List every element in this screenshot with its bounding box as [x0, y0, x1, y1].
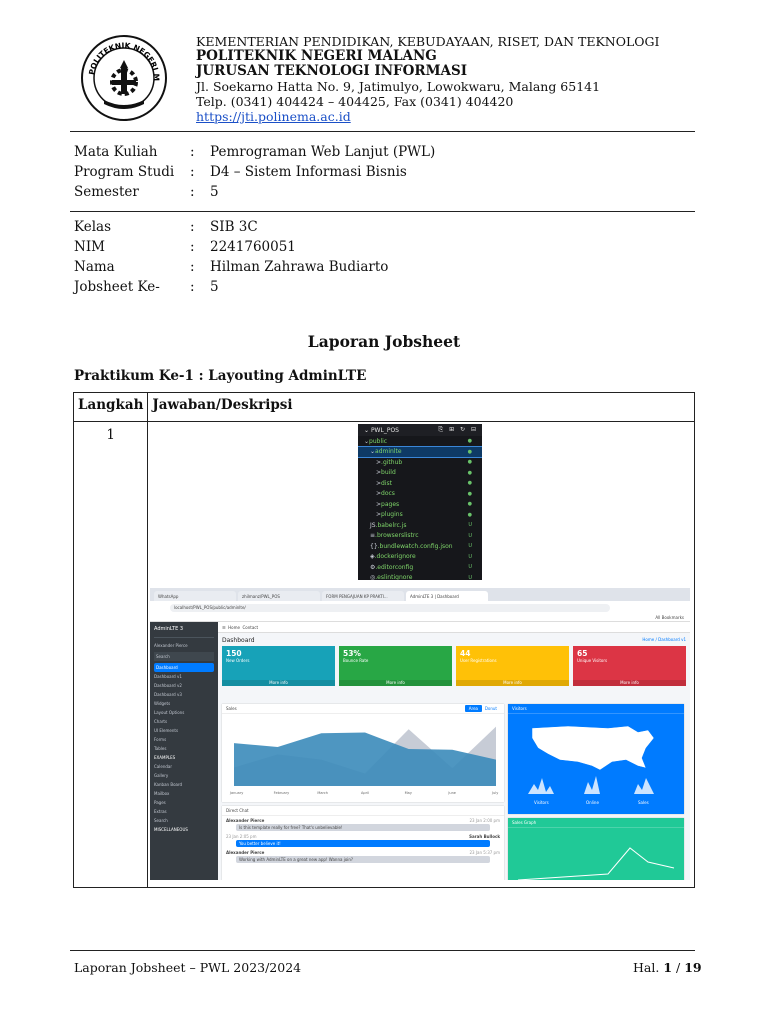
git-status: U — [468, 564, 472, 571]
git-status: U — [468, 532, 472, 539]
visitors-title: Visitors — [512, 706, 527, 711]
file-name: build — [381, 469, 396, 477]
chat-time: 23 Jan 2:05 pm — [226, 834, 257, 839]
sales-title: Sales — [226, 706, 237, 711]
more-info-link[interactable]: More info — [339, 680, 452, 686]
browser-tab[interactable]: zhilmanz/PWL_POS — [238, 591, 320, 601]
address: Jl. Soekarno Hatta No. 9, Jatimulyo, Lowokwaru, Malang 65141 — [196, 79, 601, 94]
file-name: .editorconfig — [375, 563, 414, 571]
git-status: U — [468, 522, 472, 529]
info-divider — [70, 211, 695, 212]
sidebar-item[interactable]: Pages — [154, 800, 166, 805]
usa-map — [508, 714, 684, 814]
git-status: ● — [467, 511, 472, 518]
file-name: .browserslistrc — [375, 532, 419, 540]
file-tree-item[interactable] — [358, 541, 482, 552]
student-info — [74, 217, 388, 297]
file-tree — [358, 436, 482, 580]
box-value: 150 — [226, 649, 242, 658]
file-icon: > — [376, 500, 382, 508]
user-name: Alexander Pierce — [154, 642, 188, 648]
chat-message — [226, 834, 500, 847]
small-box — [456, 646, 569, 686]
website-link[interactable]: https://jti.polinema.ac.id — [196, 109, 351, 124]
sales-area-chart — [222, 714, 504, 802]
file-tree-item[interactable] — [358, 436, 482, 447]
sidebar-item[interactable]: Tables — [154, 746, 167, 751]
practicum-subtitle: Praktikum Ke-1 : Layouting AdminLTE — [74, 368, 367, 384]
more-info-link[interactable]: More info — [456, 680, 569, 686]
project-name: PWL_POS — [370, 426, 399, 434]
file-icon: > — [376, 458, 382, 466]
browser-tab[interactable]: AdminLTE 3 | Dashboard — [406, 591, 488, 601]
small-box — [339, 646, 452, 686]
git-status: ● — [467, 490, 472, 497]
box-value: 44 — [460, 649, 471, 658]
box-value: 53% — [343, 649, 361, 658]
course_info-sep: : — [190, 144, 195, 160]
footer-left: Laporan Jobsheet – PWL 2023/2024 — [74, 960, 302, 975]
sales-line-graph — [508, 828, 684, 880]
student_info-value: 2241760051 — [210, 239, 296, 255]
student_info-sep: : — [190, 239, 195, 255]
course_info-label: Program Studi — [74, 164, 175, 180]
file-icon: ⌄ — [364, 437, 370, 445]
svg-text:Visitors: Visitors — [534, 800, 549, 805]
month-label: March — [317, 791, 329, 795]
month-label: February — [273, 791, 290, 795]
page-number: Hal. 1 / 19 — [633, 960, 702, 975]
sidebar-item[interactable]: Forms — [154, 737, 167, 742]
course_info-row — [74, 162, 435, 182]
file-name: .bundlewatch.config.json — [377, 542, 453, 550]
file-tree-item[interactable] — [358, 520, 482, 531]
chat-time: 23 Jan 5:37 pm — [469, 850, 500, 855]
sidebar-item[interactable]: Calendar — [154, 764, 172, 769]
month-label: July — [492, 791, 499, 795]
chat-text: Is this template really for free? That's unbelievable! — [236, 824, 490, 831]
small-boxes — [218, 646, 690, 686]
browser-tab[interactable]: FORM PENGAJUAN KP PRAKTI... — [322, 591, 404, 601]
file-name: plugins — [381, 511, 403, 519]
month-label: January — [230, 791, 244, 795]
git-status: ● — [467, 469, 472, 476]
more-info-link[interactable]: More info — [573, 680, 686, 686]
file-icon: ◎ — [370, 574, 376, 580]
student_info-value: Hilman Zahrawa Budiarto — [210, 259, 389, 275]
student_info-label: Jobsheet Ke- — [74, 279, 160, 295]
file-tree-item[interactable] — [358, 499, 482, 510]
adminlte-browser-screenshot — [150, 588, 690, 880]
student_info-row — [74, 217, 388, 237]
col-header-description: Jawaban/Deskripsi — [148, 393, 695, 422]
address-bar — [150, 601, 690, 614]
chat-title: Direct Chat — [226, 808, 249, 813]
sidebar-item[interactable]: Dashboard v1 — [154, 674, 182, 679]
sidebar-item[interactable]: Extras — [154, 809, 167, 814]
sales-graph-title: Sales Graph — [512, 820, 537, 825]
svg-text:Online: Online — [586, 800, 599, 805]
dashboard-title: Dashboard — [222, 637, 255, 644]
course_info-sep: : — [190, 164, 195, 180]
chat-text: You better believe it! — [236, 840, 490, 847]
sidebar-item[interactable]: Dashboard v2 — [154, 683, 182, 688]
browser-tab[interactable]: WhatsApp — [154, 591, 236, 601]
sidebar-item[interactable]: Dashboard v3 — [154, 692, 182, 697]
file-tree-item[interactable] — [358, 457, 482, 468]
file-icon: > — [376, 469, 382, 477]
git-status: ● — [467, 438, 472, 445]
file-name: adminlte — [375, 448, 402, 456]
student_info-row — [74, 237, 388, 257]
student_info-label: Nama — [74, 259, 115, 275]
ministry-name: KEMENTERIAN PENDIDIKAN, KEBUDAYAAN, RISET, DAN TEKNOLOGI — [196, 34, 660, 49]
visitors-card — [508, 704, 684, 814]
student_info-row — [74, 277, 388, 297]
svg-text:POLITEKNIK NEGERI MALANG: POLITEKNIK NEGERI M — [87, 40, 162, 82]
file-tree-item[interactable] — [358, 552, 482, 563]
git-status: ● — [467, 448, 472, 455]
sidebar-item[interactable]: Mailbox — [154, 791, 170, 796]
student_info-label: NIM — [74, 239, 105, 255]
file-name: .babelrc.js — [375, 521, 407, 529]
file-name: .eslintignore — [375, 574, 413, 580]
file-tree-item[interactable] — [358, 489, 482, 500]
menu-icon: ☰ — [222, 624, 229, 630]
file-icon: > — [376, 490, 382, 498]
file-name: .dockerignore — [374, 553, 416, 561]
chat-message — [226, 818, 500, 831]
box-label: Bounce Rate — [343, 658, 369, 663]
sidebar-section-header: MISCELLANEOUS — [154, 827, 188, 832]
sales-series-area — [234, 733, 496, 786]
file-icon: JS — [370, 521, 376, 529]
sales-graph-card — [508, 818, 684, 880]
file-tree-item[interactable] — [358, 562, 482, 573]
course_info-label: Mata Kuliah — [74, 144, 158, 160]
student_info-value: SIB 3C — [210, 219, 258, 235]
file-name: docs — [381, 490, 395, 498]
file-icon: ◈ — [370, 553, 375, 561]
student_info-label: Kelas — [74, 219, 112, 235]
month-label: April — [361, 791, 369, 795]
explorer-header — [358, 424, 482, 436]
student_info-value: 5 — [210, 279, 219, 295]
sidebar-item[interactable]: Gallery — [154, 773, 169, 778]
file-name: dist — [381, 479, 392, 487]
phone: Telp. (0341) 404424 – 404425, Fax (0341) 404420 — [196, 94, 514, 109]
department-name: JURUSAN TEKNOLOGI INFORMASI — [196, 63, 468, 79]
sales-card — [222, 704, 504, 802]
polinema-logo — [80, 34, 168, 122]
direct-chat-card — [222, 806, 504, 880]
sidebar-search: Search — [154, 652, 214, 661]
donut-tab: Donut — [484, 706, 497, 711]
report-title: Laporan Jobsheet — [307, 332, 461, 351]
file-name: public — [369, 437, 388, 445]
month-label: June — [448, 791, 456, 795]
git-status: U — [468, 543, 472, 550]
breadcrumb: Home / Dashboard v1 — [642, 637, 686, 642]
file-tree-item[interactable] — [358, 468, 482, 479]
nav-home: Home — [228, 624, 240, 630]
course_info-sep: : — [190, 184, 195, 200]
url-field: localhost/PWL_POS/public/adminlte/ — [170, 604, 610, 612]
git-status: U — [468, 574, 472, 580]
small-box — [222, 646, 335, 686]
student_info-sep: : — [190, 219, 195, 235]
chat-time: 23 Jan 2:00 pm — [469, 818, 500, 823]
student_info-sep: : — [190, 259, 195, 275]
course_info-row — [74, 142, 435, 162]
file-icon: ≡ — [370, 532, 376, 540]
box-label: Unique Visitors — [577, 658, 608, 663]
vscode-explorer-screenshot — [358, 424, 482, 580]
sidebar-item[interactable]: UI Elements — [154, 728, 179, 733]
box-value: 65 — [577, 649, 588, 658]
top-nav — [218, 622, 690, 633]
file-icon: ⚙ — [370, 563, 376, 571]
bookmarks-bar: All Bookmarks — [150, 614, 690, 622]
sidebar-item[interactable]: Search — [154, 818, 168, 823]
git-status: U — [468, 553, 472, 560]
file-tree-item[interactable] — [358, 447, 482, 458]
step-number: 1 — [74, 422, 148, 888]
file-icon: > — [376, 479, 382, 487]
institution-name: POLITEKNIK NEGERI MALANG — [196, 48, 437, 64]
course_info-row — [74, 182, 435, 202]
more-info-link[interactable]: More info — [222, 680, 335, 686]
header-divider — [70, 131, 695, 132]
col-header-step: Langkah — [74, 393, 148, 422]
chevron-down-icon: ⌄ — [364, 426, 371, 434]
file-name: pages — [381, 500, 400, 508]
file-tree-item[interactable] — [358, 510, 482, 521]
course_info-label: Semester — [74, 184, 139, 200]
month-label: May — [404, 791, 412, 795]
box-label: User Registrations — [460, 658, 497, 663]
file-icon: ⌄ — [370, 448, 376, 456]
brand: AdminLTE 3 — [154, 626, 214, 638]
sidebar-item[interactable]: Layout Options — [154, 710, 185, 715]
sidebar-item[interactable]: Kanban Board — [154, 782, 183, 787]
nav-contact: Contact — [242, 624, 259, 630]
file-icon: > — [376, 511, 382, 519]
chat-author: Alexander Pierce — [226, 850, 265, 855]
chat-author: Sarah Bullock — [469, 834, 500, 839]
sidebar-item[interactable]: Widgets — [154, 701, 171, 706]
box-label: New Orders — [226, 658, 250, 663]
file-name: .github — [381, 458, 403, 466]
explorer-toolbar-icons: ⎘ ⊞ ↻ ⊟ — [438, 426, 478, 433]
file-tree-item[interactable] — [358, 573, 482, 581]
file-tree-item[interactable] — [358, 478, 482, 489]
sidebar-item[interactable]: Charts — [154, 719, 168, 724]
git-status: ● — [467, 480, 472, 487]
area-tab: Area — [465, 705, 482, 712]
svg-text:Sales: Sales — [638, 800, 649, 805]
course_info-value: 5 — [210, 184, 219, 200]
git-status: ● — [467, 501, 472, 508]
chat-author: Alexander Pierce — [226, 818, 265, 823]
footer-divider — [70, 950, 695, 951]
adminlte-sidebar — [150, 622, 218, 880]
chat-text: Working with AdminLTE on a great new app! Wanna join? — [236, 856, 490, 863]
sidebar-item[interactable]: Dashboard — [154, 663, 214, 672]
file-icon: {} — [370, 542, 378, 550]
adminlte-content — [218, 622, 690, 880]
student_info-row — [74, 257, 388, 277]
chat-message — [226, 850, 500, 863]
institution-header — [196, 34, 716, 124]
git-status: ● — [467, 459, 472, 466]
course-info — [74, 142, 435, 202]
small-box — [573, 646, 686, 686]
browser-tabs — [150, 588, 690, 601]
sidebar-section-header: EXAMPLES — [154, 755, 176, 760]
course_info-value: D4 – Sistem Informasi Bisnis — [210, 164, 407, 180]
file-tree-item[interactable] — [358, 531, 482, 542]
course_info-value: Pemrograman Web Lanjut (PWL) — [210, 144, 436, 160]
student_info-sep: : — [190, 279, 195, 295]
